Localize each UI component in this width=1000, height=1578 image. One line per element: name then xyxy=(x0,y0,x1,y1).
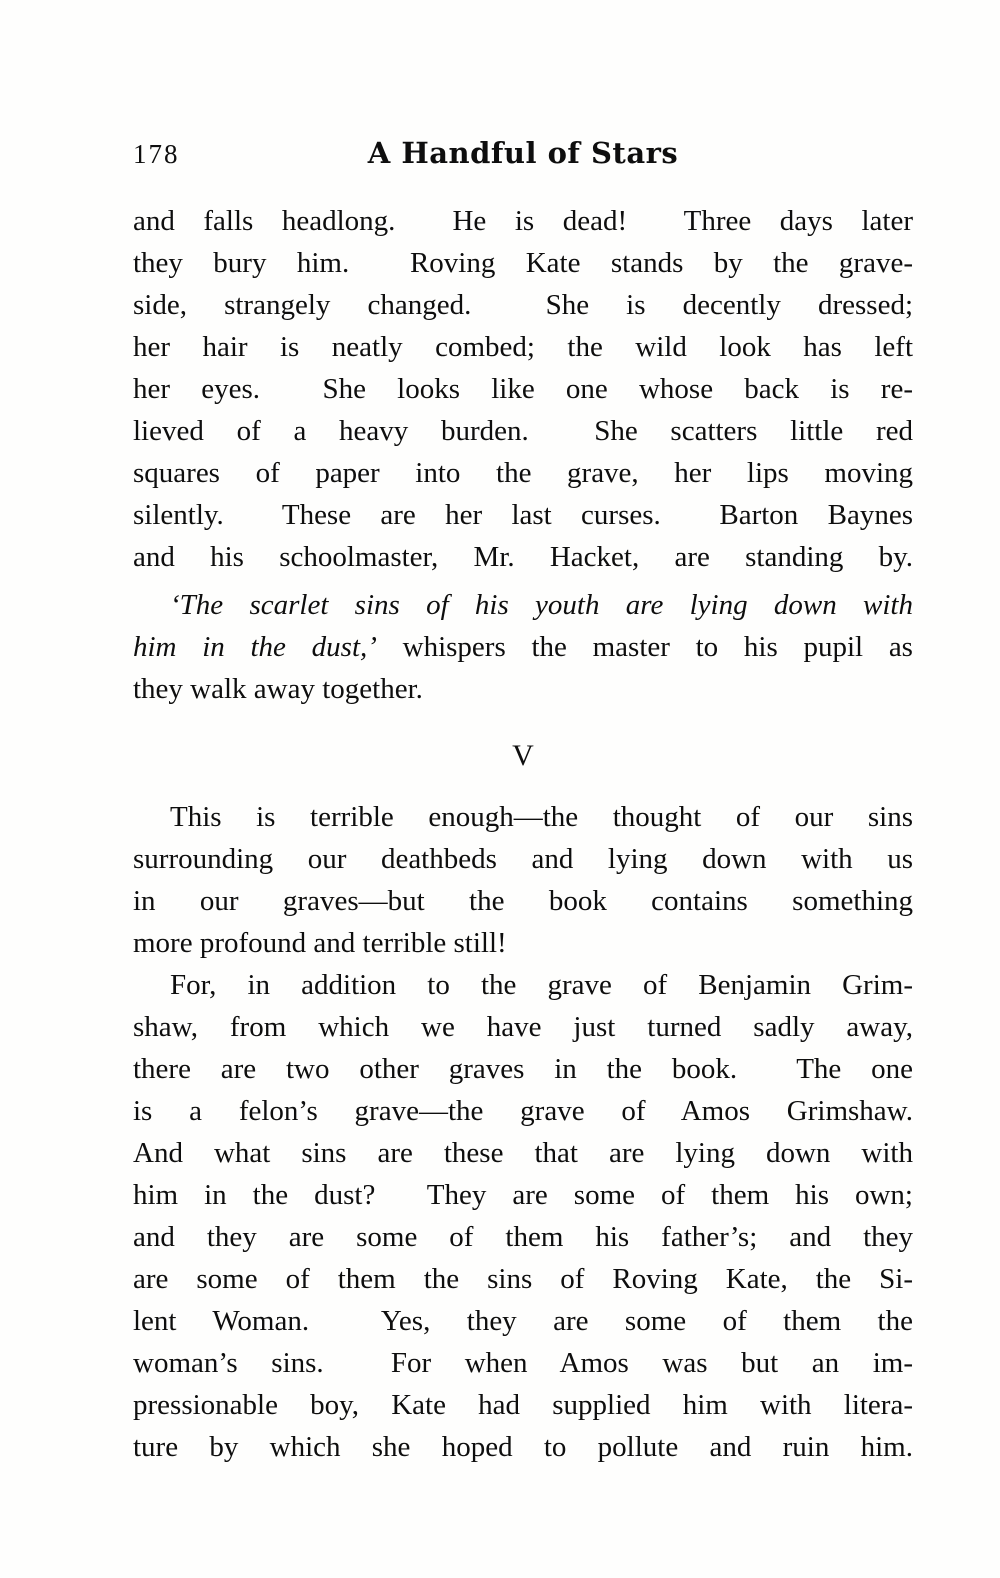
running-title: A Handful of Stars xyxy=(367,136,679,170)
italic-text-segment: him in the dust,’ xyxy=(133,631,377,663)
text-line xyxy=(133,1132,913,1174)
text-line xyxy=(133,200,913,242)
text-segment: And what sins are these that are lying down with xyxy=(133,1137,913,1169)
text-segment: in our graves—but the book contains something xyxy=(133,885,913,917)
text-line xyxy=(133,668,913,710)
text-segment: lent Woman. Yes, they are some of them the xyxy=(133,1305,913,1337)
text-line xyxy=(133,1258,913,1300)
text-line xyxy=(133,284,913,326)
text-segment: they walk away together. xyxy=(133,673,423,705)
text-segment: surrounding our deathbeds and lying down with us xyxy=(133,843,913,875)
text-segment: is a felon’s grave—the grave of Amos Grimshaw. xyxy=(133,1095,913,1127)
page-header xyxy=(133,136,913,170)
text-line xyxy=(133,880,913,922)
text-line xyxy=(133,1342,913,1384)
text-line xyxy=(133,922,913,964)
text-line xyxy=(133,536,913,578)
text-line xyxy=(133,838,913,880)
text-line xyxy=(133,796,913,838)
text-line xyxy=(133,494,913,536)
text-segment: ture by which she hoped to pollute and ruin him. xyxy=(133,1431,913,1463)
text-line xyxy=(133,368,913,410)
text-segment: lieved of a heavy burden. She scatters little red xyxy=(133,415,913,447)
text-segment: side, strangely changed. She is decently dressed; xyxy=(133,289,913,321)
text-segment: squares of paper into the grave, her lips moving xyxy=(133,457,913,489)
text-segment: For, in addition to the grave of Benjamin Grim- xyxy=(170,969,913,1001)
text-segment: there are two other graves in the book. The one xyxy=(133,1053,913,1085)
text-line xyxy=(133,1426,913,1468)
text-line xyxy=(133,1090,913,1132)
text-line xyxy=(133,1384,913,1426)
text-segment: her hair is neatly combed; the wild look has left xyxy=(133,331,913,363)
text-line xyxy=(133,410,913,452)
text-line xyxy=(133,452,913,494)
text-segment: they bury him. Roving Kate stands by the grave- xyxy=(133,247,913,279)
text-segment: her eyes. She looks like one whose back is re- xyxy=(133,373,913,405)
paragraph xyxy=(133,796,913,964)
paragraph xyxy=(133,964,913,1468)
text-segment: and his schoolmaster, Mr. Hacket, are standing by. xyxy=(133,541,913,573)
text-line xyxy=(133,964,913,1006)
paragraph xyxy=(133,584,913,710)
text-segment: him in the dust? They are some of them his own; xyxy=(133,1179,913,1211)
text-line xyxy=(133,1300,913,1342)
text-segment: are some of them the sins of Roving Kate, the Si- xyxy=(133,1263,913,1295)
text-line xyxy=(133,1048,913,1090)
italic-text-segment: ‘The scarlet sins of his youth are lying down with xyxy=(170,589,913,621)
section-heading: V xyxy=(512,739,534,772)
text-line xyxy=(133,1216,913,1258)
text-segment: woman’s sins. For when Amos was but an im- xyxy=(133,1347,913,1379)
text-line xyxy=(133,626,913,668)
text-segment: and falls headlong. He is dead! Three days later xyxy=(133,205,913,237)
text-segment: more profound and terrible still! xyxy=(133,927,507,959)
text-line xyxy=(133,1174,913,1216)
text-line xyxy=(133,242,913,284)
text-segment: shaw, from which we have just turned sadly away, xyxy=(133,1011,913,1043)
text-segment: pressionable boy, Kate had supplied him with litera- xyxy=(133,1389,913,1421)
page-body xyxy=(133,200,913,1468)
text-segment: whispers the master to his pupil as xyxy=(376,631,913,663)
text-segment: and they are some of them his father’s; and they xyxy=(133,1221,913,1253)
text-line xyxy=(133,584,913,626)
page-number: 178 xyxy=(133,139,180,169)
text-line xyxy=(133,326,913,368)
text-segment: This is terrible enough—the thought of our sins xyxy=(170,801,913,833)
paragraph xyxy=(133,200,913,578)
text-segment: silently. These are her last curses. Barton Baynes xyxy=(133,499,913,531)
text-line xyxy=(133,1006,913,1048)
